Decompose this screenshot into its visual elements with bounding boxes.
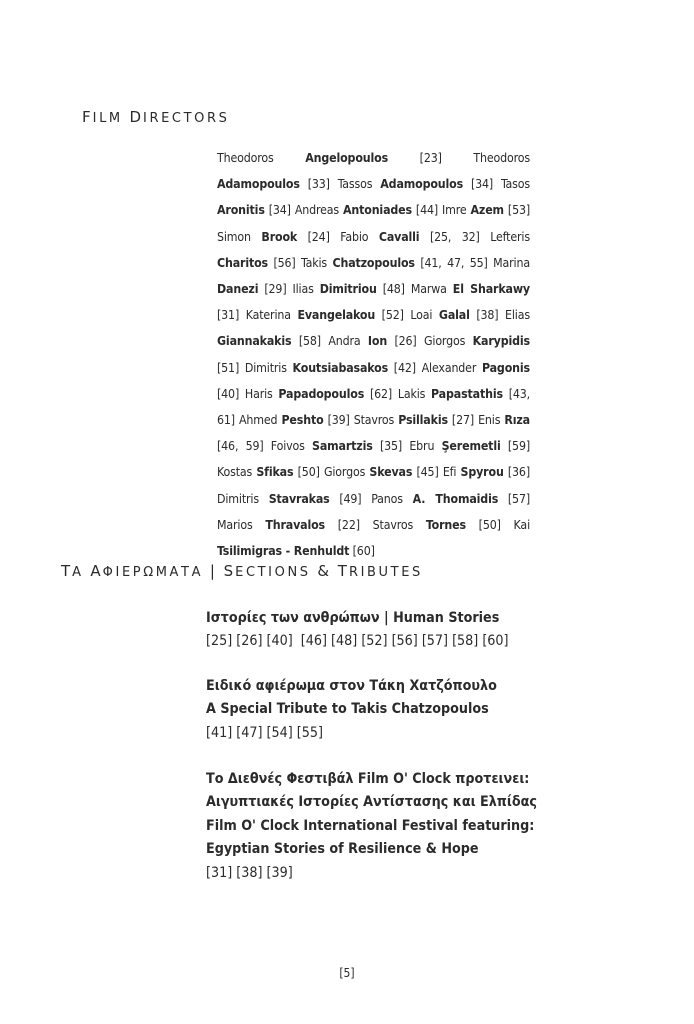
director-first-name: Efi xyxy=(442,465,457,480)
director-first-name: Foivos xyxy=(270,439,305,454)
heading-word-rest: IRECTORS xyxy=(143,111,230,126)
director-first-name: Tassos xyxy=(337,177,373,192)
section-title-greek: Ειδικό αφιέρωμα στον Τάκη Χατζόπουλο xyxy=(206,678,497,694)
section-title-greek-1: Το Διεθνές Φεστιβάλ Film O' Clock προτεινει: xyxy=(206,771,530,787)
director-entry xyxy=(338,177,493,191)
director-last-name: Spyrou xyxy=(460,465,504,480)
director-last-name: Sfikas xyxy=(256,465,294,480)
director-entry xyxy=(443,465,530,479)
director-last-name: Skevas xyxy=(369,465,413,480)
director-refs: [22] xyxy=(337,517,360,532)
director-refs: [33] xyxy=(307,177,330,192)
directors-list xyxy=(217,145,530,564)
director-refs: [31] xyxy=(217,308,240,323)
director-refs: [26] xyxy=(394,334,417,349)
director-last-name: Tornes xyxy=(425,517,466,532)
director-refs: [25, 32] xyxy=(429,229,480,244)
director-first-name: Alexander xyxy=(421,360,477,375)
director-refs: [56] xyxy=(273,255,296,270)
director-last-name: Thravalos xyxy=(265,517,325,532)
director-first-name: Enis xyxy=(478,413,501,428)
section-film-oclock xyxy=(206,768,566,885)
director-first-name: Simon xyxy=(217,229,251,244)
director-entry xyxy=(217,465,320,479)
director-last-name: Chatzopoulos xyxy=(332,255,415,270)
director-last-name: El Sharkawy xyxy=(452,282,530,297)
section-refs: [41] [47] [54] [55] xyxy=(206,724,323,741)
director-entry xyxy=(245,361,416,375)
director-refs: [38] xyxy=(476,308,499,323)
director-refs: [58] xyxy=(298,334,321,349)
director-last-name: Rıza xyxy=(504,413,530,428)
director-first-name: Giorgos xyxy=(323,465,366,480)
director-first-name: Lefteris xyxy=(490,229,530,244)
heading-initial-cap: S xyxy=(223,562,236,580)
director-refs: [49] xyxy=(339,491,362,506)
director-refs: [29] xyxy=(264,282,287,297)
director-entry xyxy=(217,230,330,244)
film-directors-heading xyxy=(82,108,229,126)
director-entry xyxy=(354,413,474,427)
heading-initial-cap: | xyxy=(209,562,217,580)
director-last-name: Danezi xyxy=(217,282,259,297)
section-title-english-2: Egyptian Stories of Resilience & Hope xyxy=(206,841,479,858)
director-entry xyxy=(301,256,488,270)
director-refs: [59] xyxy=(507,439,530,454)
director-last-name: Angelopoulos xyxy=(305,151,389,165)
director-first-name: Imre xyxy=(442,203,467,218)
director-last-name: Ion xyxy=(367,334,388,349)
director-refs: [43, 61] xyxy=(217,386,530,428)
director-last-name: Evangelakou xyxy=(297,308,376,323)
director-first-name: Tasos xyxy=(500,177,531,192)
director-entry xyxy=(239,413,350,427)
director-refs: [50] xyxy=(297,465,320,480)
director-refs: [48] xyxy=(382,282,405,297)
director-refs: [24] xyxy=(307,229,330,244)
director-first-name: Katerina xyxy=(245,308,291,323)
director-first-name: Stavros xyxy=(353,413,395,428)
director-refs: [36] xyxy=(507,465,530,480)
director-last-name: Dimitriou xyxy=(319,282,377,297)
director-refs: [52] xyxy=(381,308,404,323)
director-first-name: Stavros xyxy=(372,517,414,532)
director-last-name: Pagonis xyxy=(481,360,530,375)
director-refs: [34] xyxy=(470,177,494,192)
director-last-name: Karypidis xyxy=(472,334,530,349)
director-first-name: Ahmed xyxy=(238,413,278,428)
director-refs: [42] xyxy=(393,360,416,375)
director-first-name: Fabio xyxy=(340,229,369,244)
director-entry xyxy=(340,230,479,244)
director-first-name: Haris xyxy=(244,386,273,401)
director-first-name: Lakis xyxy=(397,386,426,401)
director-entry xyxy=(328,334,416,348)
director-refs: [57] xyxy=(507,491,530,506)
director-refs: [45] xyxy=(416,465,439,480)
section-refs: [25] [26] [40] [46] [48] [52] [56] [57] [58] [60] xyxy=(206,633,509,650)
section-title: Ιστορίες των ανθρώπων | Human Stories xyxy=(206,610,500,626)
director-last-name: Charitos xyxy=(217,255,268,270)
director-entry xyxy=(410,308,498,322)
heading-initial-cap: D xyxy=(129,108,144,126)
director-last-name: Cavalli xyxy=(378,229,420,244)
director-entry xyxy=(217,518,360,532)
heading-initial-cap: Τ xyxy=(61,562,73,580)
section-title-english: A Special Tribute to Takis Chatzopoulos xyxy=(206,701,489,718)
heading-initial-cap: Α xyxy=(90,562,103,580)
director-entry xyxy=(217,492,361,506)
director-refs: [62] xyxy=(369,386,393,401)
director-entry xyxy=(409,439,530,453)
director-last-name: Giannakakis xyxy=(217,334,292,349)
director-entry xyxy=(246,308,404,322)
heading-word-rest: RIBUTES xyxy=(348,565,423,580)
director-entry xyxy=(295,203,438,217)
heading-word-rest: Α xyxy=(72,565,84,580)
director-entry xyxy=(373,518,501,532)
director-first-name: Ilias xyxy=(292,282,314,297)
director-refs: [34] xyxy=(268,203,291,218)
director-refs: [41, 47, 55] xyxy=(420,255,488,270)
director-refs: [60] xyxy=(352,544,375,559)
director-entry xyxy=(217,151,442,165)
director-last-name: Adamopoulos xyxy=(380,177,464,192)
director-refs: [40] xyxy=(217,386,240,401)
director-last-name: Papadopoulos xyxy=(278,386,365,401)
director-refs: [53] xyxy=(507,203,531,218)
heading-word-rest: ILM xyxy=(92,111,123,126)
director-entry xyxy=(371,492,530,506)
director-first-name: Kai xyxy=(513,517,530,532)
director-refs: [39] xyxy=(327,413,350,428)
director-first-name: Marina xyxy=(493,255,530,270)
director-first-name: Ebru xyxy=(409,439,435,454)
director-first-name: Giorgos xyxy=(423,334,466,349)
director-first-name: Panos xyxy=(371,491,403,506)
director-first-name: Marwa xyxy=(410,282,447,297)
heading-initial-cap: T xyxy=(337,562,349,580)
director-first-name: Theodoros xyxy=(217,151,274,165)
director-refs: [35] xyxy=(379,439,403,454)
director-first-name: Dimitris xyxy=(217,491,259,506)
director-last-name: Stavrakas xyxy=(268,491,330,506)
sections-tributes-heading xyxy=(61,562,423,580)
heading-initial-cap: & xyxy=(317,562,332,580)
director-first-name: Dimitris xyxy=(244,360,287,375)
section-title-english-1: Film O' Clock International Festival featuring: xyxy=(206,817,535,834)
director-last-name: Tsilimigras - Renhuldt xyxy=(217,544,350,559)
director-last-name: Samartzis xyxy=(312,439,373,454)
director-entry xyxy=(293,282,405,296)
director-first-name: Marios xyxy=(217,517,253,532)
director-last-name: Azem xyxy=(470,203,504,218)
director-entry xyxy=(324,465,439,479)
director-refs: [51] xyxy=(217,360,240,375)
section-chatzopoulos-tribute xyxy=(206,675,566,745)
director-last-name: Şeremetli xyxy=(441,439,501,454)
heading-initial-cap: F xyxy=(82,108,93,126)
director-last-name: A. Thomaidis xyxy=(412,491,499,506)
page-number: [5] xyxy=(339,966,355,980)
director-refs: [44] xyxy=(415,203,439,218)
director-refs: [46, 59] xyxy=(217,439,264,454)
director-refs: [23] xyxy=(419,151,442,165)
director-refs: [27] xyxy=(451,413,475,428)
heading-word-rest: ECTIONS xyxy=(235,565,311,580)
director-last-name: Galal xyxy=(438,308,470,323)
director-first-name: Theodoros xyxy=(473,151,530,165)
director-last-name: Psillakis xyxy=(398,413,448,428)
director-last-name: Adamopoulos xyxy=(217,177,300,192)
director-first-name: Takis xyxy=(301,255,328,270)
director-entry xyxy=(245,387,392,401)
director-first-name: Elias xyxy=(505,308,530,323)
director-entry xyxy=(442,203,530,217)
director-first-name: Andreas xyxy=(294,203,339,218)
section-human-stories xyxy=(206,607,566,654)
director-last-name: Aronitis xyxy=(217,203,265,218)
director-last-name: Peshto xyxy=(281,413,324,428)
section-title-greek-2: Αιγυπτιακές Ιστορίες Αντίστασης και Ελπίδας xyxy=(206,794,537,811)
director-last-name: Brook xyxy=(261,229,298,244)
section-refs: [31] [38] [39] xyxy=(206,864,293,881)
director-last-name: Antoniades xyxy=(342,203,412,218)
director-first-name: Loai xyxy=(410,308,433,323)
director-last-name: Papastathis xyxy=(431,386,503,401)
director-last-name: Koutsiabasakos xyxy=(292,360,389,375)
director-entry xyxy=(271,439,402,453)
director-refs: [50] xyxy=(478,517,501,532)
director-first-name: Kostas xyxy=(217,465,253,480)
director-first-name: Andra xyxy=(328,334,361,349)
heading-word-rest: ΦΙΕΡΩΜΑΤΑ xyxy=(102,565,204,580)
